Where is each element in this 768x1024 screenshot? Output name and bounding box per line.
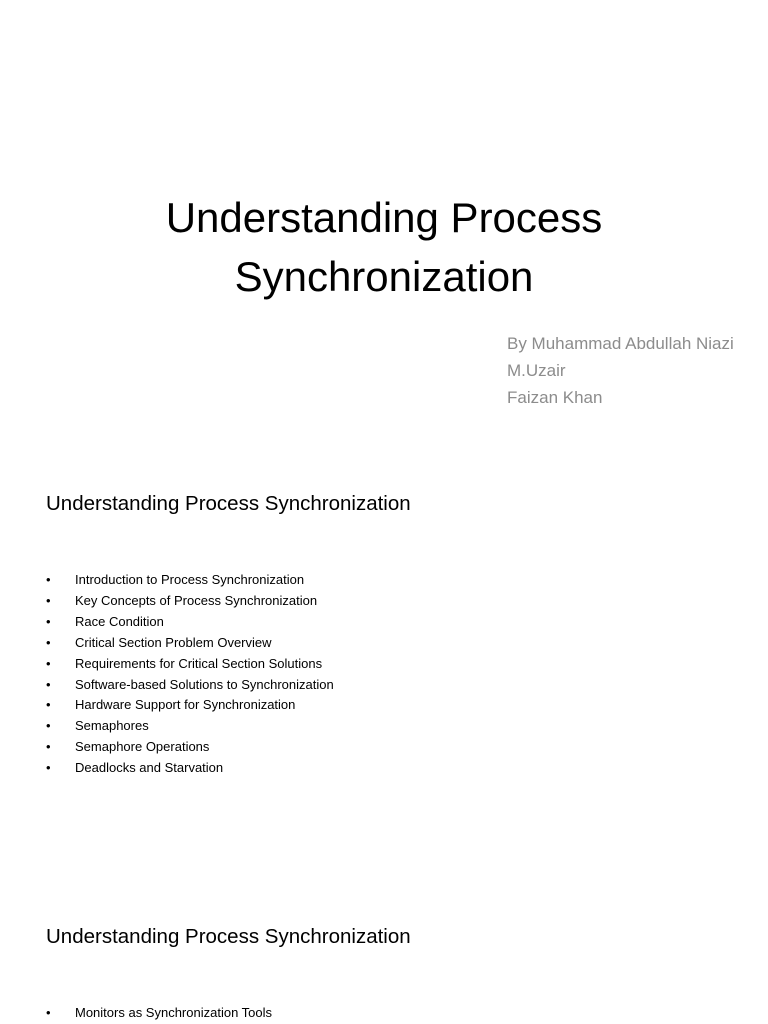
bullet-icon: • [46,655,51,671]
list-item-text: Key Concepts of Process Synchronization [75,592,318,608]
title-line-1: Understanding Process [165,194,603,241]
list-item [46,1003,272,1024]
author-line: By Muhammad Abdullah Niazi [507,334,734,353]
list-item [46,695,334,716]
list-item-text: Deadlocks and Starvation [75,760,224,776]
list-item-text: Hardware Support for Synchronization [75,697,296,713]
bullet-icon: • [46,718,51,734]
list-item [46,675,334,696]
bullet-icon: • [46,613,51,629]
bullet-list [46,570,334,779]
author-line: M.Uzair [507,361,566,380]
list-item [46,716,334,737]
list-item-text: Critical Section Problem Overview [75,634,272,650]
page-title [0,188,768,306]
bullet-icon: • [46,697,51,713]
monitors-slide [0,880,768,1024]
bullet-icon: • [46,1005,51,1020]
list-item-text: Race Condition [75,613,164,629]
bullet-list [46,1003,272,1024]
list-item-text: Semaphore Operations [75,739,210,755]
list-item [46,758,334,779]
bullet-icon: • [46,760,51,776]
list-item [46,570,334,591]
list-item-text: Semaphores [75,718,149,734]
agenda-slide [0,460,768,880]
list-item [46,591,334,612]
bullet-icon: • [46,592,51,608]
list-item-text: Introduction to Process Synchronization [75,572,305,587]
bullet-icon: • [46,739,51,755]
title-slide [0,0,768,460]
bullet-icon: • [46,572,51,587]
slide-heading: Understanding Process Synchronization [46,492,411,515]
list-item [46,633,334,654]
slide-heading: Understanding Process Synchronization [46,925,411,948]
author-line: Faizan Khan [507,388,603,407]
list-item-text: Monitors as Synchronization Tools [75,1005,273,1020]
list-item-text: Requirements for Critical Section Solutions [75,655,323,671]
list-item [46,612,334,633]
list-item-text: Software-based Solutions to Synchronization [75,676,334,692]
title-line-2: Synchronization [234,253,534,300]
bullet-icon: • [46,634,51,650]
bullet-icon: • [46,676,51,692]
list-item [46,737,334,758]
authors-block [507,330,734,411]
list-item [46,654,334,675]
